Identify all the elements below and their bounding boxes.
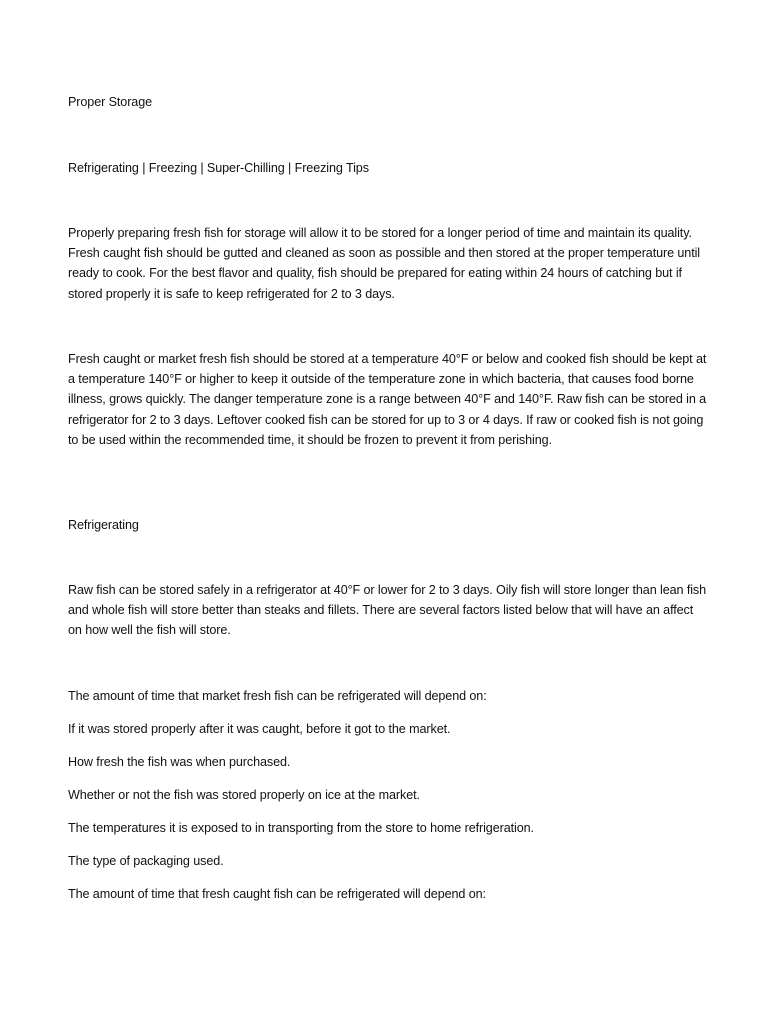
market-factors-intro: The amount of time that market fresh fish can be refrigerated will depend on: — [68, 689, 487, 703]
list-item: The type of packaging used. — [68, 854, 224, 868]
list-item: The temperatures it is exposed to in transporting from the store to home refrigeration. — [68, 821, 534, 835]
document-title: Proper Storage — [68, 95, 153, 109]
list-item: How fresh the fish was when purchased. — [68, 755, 291, 769]
section-heading-refrigerating: Refrigerating — [68, 518, 139, 532]
list-item: If it was stored properly after it was caught, before it got to the market. — [68, 722, 451, 736]
paragraph-refrigerating: Raw fish can be stored safely in a refrigerator at 40°F or lower for 2 to 3 days. Oily fish will store longer than lean fish and whole fish will store better than steaks and fillets. There are several factors listed below that will have an affect on how well the fish will store. — [68, 583, 707, 638]
caught-factors-intro: The amount of time that fresh caught fish can be refrigerated will depend on: — [68, 887, 486, 901]
paragraph-temperature: Fresh caught or market fresh fish should be stored at a temperature 40°F or below and cooked fish should be kept at a temperature 140°F or higher to keep it outside of the temperature zone in which bacteria, that causes food borne illness, grows quickly. The danger temperature zone is a range between 40°F and 140°F. Raw fish can be stored in a refrigerator for 2 to 3 days. Leftover cooked fish can be stored for up to 3 or 4 days. If raw or cooked fish is not going to be used within the recommended time, it should be frozen to prevent it from perishing. — [68, 352, 707, 447]
section-nav-line: Refrigerating | Freezing | Super-Chilling | Freezing Tips — [68, 161, 369, 175]
paragraph-intro: Properly preparing fresh fish for storage will allow it to be stored for a longer period of time and maintain its quality. Fresh caught fish should be gutted and cleaned as soon as possible and then stored at the proper temperature until ready to cook. For the best flavor and quality, fish should be prepared for eating within 24 hours of catching but if stored properly it is safe to keep refrigerated for 2 to 3 days. — [68, 226, 701, 301]
list-item: Whether or not the fish was stored properly on ice at the market. — [68, 788, 420, 802]
